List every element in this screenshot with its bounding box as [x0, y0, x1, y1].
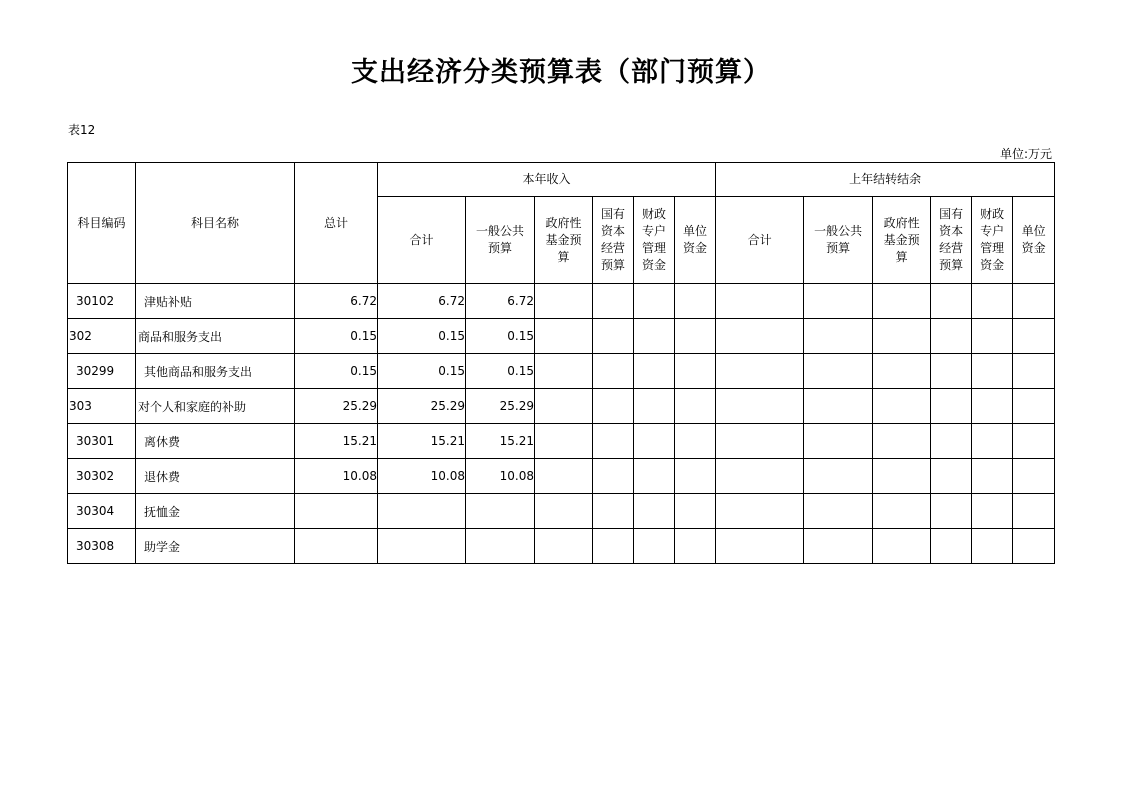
row-empty-cell	[716, 494, 804, 529]
row-empty-cell	[675, 389, 716, 424]
table-row	[68, 494, 1055, 529]
row-empty-cell	[716, 459, 804, 494]
header-code: 科目编码	[68, 163, 136, 284]
row-code: 30308	[68, 529, 136, 564]
current-income-col-header: 政府性 基金预 算	[535, 197, 593, 284]
row-empty-cell	[804, 284, 873, 319]
row-empty-cell	[1013, 529, 1055, 564]
row-empty-cell	[593, 389, 634, 424]
row-current-total: 6.72	[378, 284, 466, 319]
current-income-col-header: 财政 专户 管理 资金	[634, 197, 675, 284]
row-empty-cell	[716, 529, 804, 564]
row-empty-cell	[634, 424, 675, 459]
row-current-total	[378, 494, 466, 529]
row-empty-cell	[535, 354, 593, 389]
table-row	[68, 424, 1055, 459]
row-empty-cell	[535, 459, 593, 494]
row-current-total: 15.21	[378, 424, 466, 459]
page-title: 支出经济分类预算表（部门预算）	[351, 57, 771, 88]
current-income-col-header: 国有 资本 经营 预算	[593, 197, 634, 284]
table-row	[68, 529, 1055, 564]
budget-table	[67, 162, 1055, 564]
row-empty-cell	[972, 284, 1013, 319]
row-empty-cell	[634, 389, 675, 424]
row-code: 30301	[68, 424, 136, 459]
row-current-general	[466, 494, 535, 529]
row-current-total: 10.08	[378, 459, 466, 494]
row-empty-cell	[535, 424, 593, 459]
header-carryover: 上年结转结余	[716, 163, 1055, 197]
row-name: 津贴补贴	[136, 284, 295, 319]
row-current-general: 6.72	[466, 284, 535, 319]
row-empty-cell	[1013, 284, 1055, 319]
row-empty-cell	[931, 284, 972, 319]
row-current-general: 0.15	[466, 354, 535, 389]
row-empty-cell	[931, 389, 972, 424]
row-empty-cell	[873, 284, 931, 319]
row-code: 30304	[68, 494, 136, 529]
row-current-general: 15.21	[466, 424, 535, 459]
row-empty-cell	[593, 319, 634, 354]
table-row	[68, 319, 1055, 354]
row-empty-cell	[716, 424, 804, 459]
row-total: 6.72	[295, 284, 378, 319]
row-empty-cell	[593, 529, 634, 564]
table-row	[68, 389, 1055, 424]
row-code: 30302	[68, 459, 136, 494]
row-empty-cell	[675, 354, 716, 389]
row-empty-cell	[593, 354, 634, 389]
row-empty-cell	[593, 424, 634, 459]
row-empty-cell	[1013, 459, 1055, 494]
row-total	[295, 494, 378, 529]
row-empty-cell	[1013, 494, 1055, 529]
row-empty-cell	[675, 319, 716, 354]
row-empty-cell	[535, 529, 593, 564]
row-empty-cell	[634, 284, 675, 319]
current-income-col-header: 合计	[378, 197, 466, 284]
row-empty-cell	[634, 459, 675, 494]
row-name: 抚恤金	[136, 494, 295, 529]
row-empty-cell	[634, 319, 675, 354]
table-row	[68, 354, 1055, 389]
row-name: 对个人和家庭的补助	[136, 389, 295, 424]
row-empty-cell	[535, 284, 593, 319]
row-current-total: 0.15	[378, 354, 466, 389]
row-empty-cell	[972, 459, 1013, 494]
row-empty-cell	[634, 494, 675, 529]
row-empty-cell	[634, 354, 675, 389]
carryover-col-header: 合计	[716, 197, 804, 284]
row-empty-cell	[535, 319, 593, 354]
row-total	[295, 529, 378, 564]
header-name: 科目名称	[136, 163, 295, 284]
row-empty-cell	[972, 354, 1013, 389]
row-empty-cell	[535, 389, 593, 424]
table-row	[68, 284, 1055, 319]
row-empty-cell	[804, 354, 873, 389]
row-current-general: 10.08	[466, 459, 535, 494]
row-empty-cell	[873, 424, 931, 459]
row-total: 0.15	[295, 354, 378, 389]
row-code: 302	[68, 319, 136, 354]
row-empty-cell	[873, 494, 931, 529]
row-empty-cell	[535, 494, 593, 529]
row-empty-cell	[873, 529, 931, 564]
row-empty-cell	[873, 389, 931, 424]
row-current-total: 0.15	[378, 319, 466, 354]
row-code: 30102	[68, 284, 136, 319]
row-empty-cell	[804, 389, 873, 424]
row-current-general: 25.29	[466, 389, 535, 424]
carryover-col-header: 政府性 基金预 算	[873, 197, 931, 284]
current-income-col-header: 一般公共 预算	[466, 197, 535, 284]
table-number: 表12	[68, 123, 96, 137]
row-code: 303	[68, 389, 136, 424]
row-empty-cell	[804, 319, 873, 354]
row-empty-cell	[931, 529, 972, 564]
carryover-col-header: 单位 资金	[1013, 197, 1055, 284]
row-current-total: 25.29	[378, 389, 466, 424]
row-empty-cell	[972, 529, 1013, 564]
row-current-total	[378, 529, 466, 564]
row-empty-cell	[931, 424, 972, 459]
row-empty-cell	[593, 284, 634, 319]
row-total: 25.29	[295, 389, 378, 424]
row-empty-cell	[716, 319, 804, 354]
row-empty-cell	[1013, 389, 1055, 424]
row-empty-cell	[1013, 424, 1055, 459]
table-row	[68, 459, 1055, 494]
carryover-col-header: 国有 资本 经营 预算	[931, 197, 972, 284]
row-current-general	[466, 529, 535, 564]
row-empty-cell	[972, 424, 1013, 459]
row-name: 其他商品和服务支出	[136, 354, 295, 389]
row-name: 助学金	[136, 529, 295, 564]
row-empty-cell	[675, 529, 716, 564]
row-empty-cell	[931, 319, 972, 354]
row-name: 商品和服务支出	[136, 319, 295, 354]
row-empty-cell	[804, 494, 873, 529]
row-empty-cell	[972, 494, 1013, 529]
unit-label: 单位:万元	[999, 147, 1052, 161]
header-total: 总计	[295, 163, 378, 284]
row-empty-cell	[931, 354, 972, 389]
row-empty-cell	[931, 459, 972, 494]
row-empty-cell	[804, 529, 873, 564]
table-header	[68, 163, 1055, 284]
row-empty-cell	[634, 529, 675, 564]
row-empty-cell	[972, 389, 1013, 424]
row-empty-cell	[675, 284, 716, 319]
current-income-col-header: 单位 资金	[675, 197, 716, 284]
row-current-general: 0.15	[466, 319, 535, 354]
row-empty-cell	[716, 354, 804, 389]
row-empty-cell	[593, 494, 634, 529]
row-empty-cell	[716, 389, 804, 424]
row-empty-cell	[716, 284, 804, 319]
row-code: 30299	[68, 354, 136, 389]
row-empty-cell	[931, 494, 972, 529]
row-empty-cell	[873, 319, 931, 354]
row-empty-cell	[675, 494, 716, 529]
row-empty-cell	[804, 424, 873, 459]
row-name: 退休费	[136, 459, 295, 494]
row-empty-cell	[1013, 319, 1055, 354]
header-current-income: 本年收入	[378, 163, 716, 197]
row-empty-cell	[1013, 354, 1055, 389]
row-empty-cell	[675, 424, 716, 459]
row-name: 离休费	[136, 424, 295, 459]
row-empty-cell	[873, 354, 931, 389]
carryover-col-header: 一般公共 预算	[804, 197, 873, 284]
row-total: 10.08	[295, 459, 378, 494]
table-body	[68, 284, 1055, 564]
row-empty-cell	[873, 459, 931, 494]
row-total: 0.15	[295, 319, 378, 354]
row-empty-cell	[972, 319, 1013, 354]
row-empty-cell	[593, 459, 634, 494]
row-empty-cell	[675, 459, 716, 494]
row-empty-cell	[804, 459, 873, 494]
carryover-col-header: 财政 专户 管理 资金	[972, 197, 1013, 284]
row-total: 15.21	[295, 424, 378, 459]
